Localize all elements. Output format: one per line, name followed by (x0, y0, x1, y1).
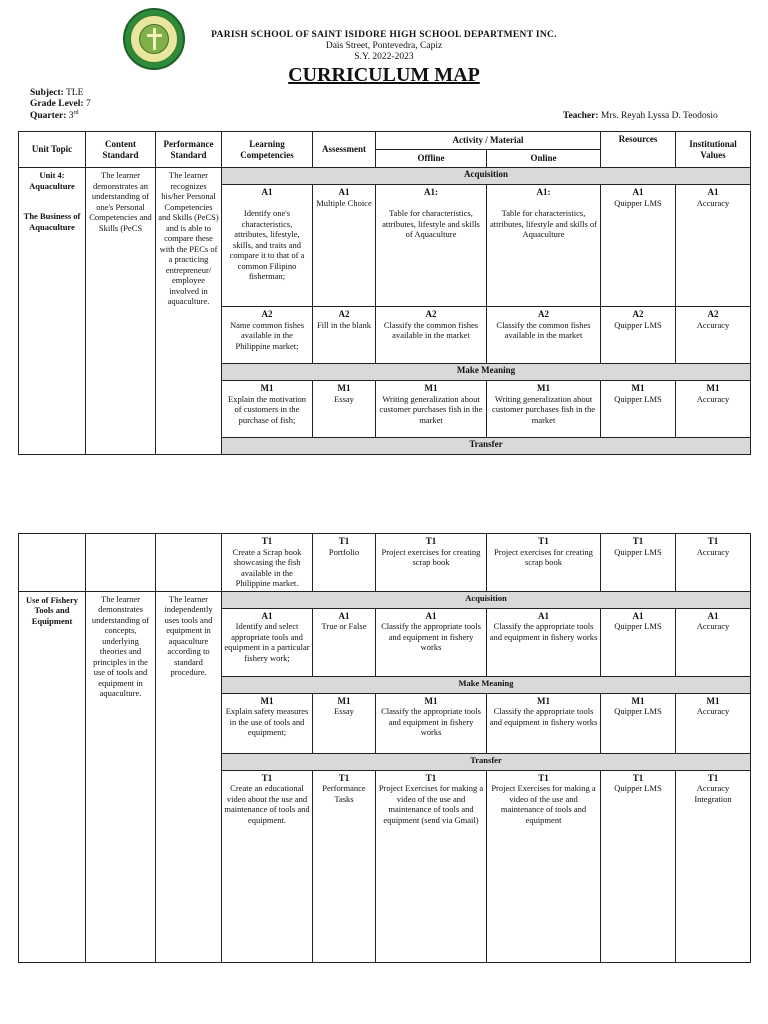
assessment-code: A1 (338, 187, 350, 197)
school-year: S.Y. 2022-2023 (354, 52, 414, 62)
offline-code: T1 (425, 536, 437, 546)
online-text: Table for characteristics, attributes, lifestyle and skills of Aquaculture (490, 208, 597, 239)
offline-code: A1 (425, 610, 437, 621)
competency-code: A1 (261, 187, 273, 197)
content-standard-cell: The learner demonstrates understanding of concepts, underlying theories and principles in the use of tools and equipment in aquaculture. (86, 591, 156, 962)
online-code: T1 (538, 772, 549, 783)
online-text: Project exercises for creating scrap book (494, 546, 593, 567)
values-text: Accuracy (696, 783, 730, 793)
resources-text: Quipper LMS (614, 706, 662, 716)
col-offline: Offline (376, 150, 487, 168)
competency-text: Create a Scrap book showcasing the fish available in the Philippine market. (232, 546, 302, 588)
online-text: Project Exercises for making a video of the use and maintenance of tools and equipment (491, 783, 596, 825)
assessment-code: A1 (338, 610, 350, 621)
assessment-text: True or False (321, 621, 367, 631)
band-acquisition: Acquisition (222, 591, 751, 608)
values-text-2: Integration (694, 793, 732, 804)
values-code: T1 (707, 536, 719, 546)
competency-code: T1 (261, 536, 273, 546)
resources-text: Quipper LMS (614, 319, 662, 330)
values-text: Accuracy (696, 621, 730, 631)
online-text: Writing generalization about customer purchases fish in the market (492, 393, 595, 425)
unit-label: Unit 4: Aquaculture (29, 170, 75, 191)
subject-line (30, 88, 83, 98)
grade-value: 7 (85, 99, 91, 109)
unit-topic-cell: Use of Fishery Tools and Equipment (19, 591, 86, 962)
assessment-code: A2 (338, 309, 350, 319)
values-text: Accuracy (696, 706, 730, 716)
online-code: A1 (538, 610, 549, 621)
assessment-code: T1 (338, 772, 350, 783)
competency-code: M1 (260, 695, 274, 706)
school-address: Dais Street, Pontevedra, Capiz (325, 41, 443, 51)
band-make-meaning: Make Meaning (222, 676, 751, 693)
unit-topic: The Business of Aquaculture (23, 211, 81, 232)
values-text: Accuracy (696, 546, 730, 557)
band-transfer: Transfer (222, 438, 751, 455)
assessment-text: Multiple Choice (316, 197, 372, 208)
online-code: A1: (536, 187, 551, 197)
col-performance-standard: Performance Standard (156, 132, 222, 168)
values-text: Accuracy (696, 319, 730, 330)
teacher-name: Mrs. Reyah Lyssa D. Teodosio (600, 111, 718, 121)
teacher-label: Teacher: (563, 111, 599, 121)
col-resources: Resources (601, 132, 676, 168)
competency-code: T1 (261, 772, 273, 783)
subject-value: TLE (66, 88, 84, 98)
offline-text: Table for characteristics, attributes, lifestyle and skills of Aquaculture (382, 208, 480, 239)
values-text: Accuracy (696, 393, 730, 404)
offline-code: T1 (425, 772, 437, 783)
resources-code: A2 (632, 309, 644, 319)
assessment-code: M1 (337, 695, 351, 706)
offline-text: Classify the appropriate tools and equipment in fishery works (381, 706, 481, 737)
col-unit-topic: Unit Topic (19, 132, 86, 168)
values-code: A2 (707, 309, 719, 319)
curriculum-table-1 (18, 131, 751, 455)
competency-text: Name common fishes available in the Philippine market; (229, 319, 305, 351)
band-transfer: Transfer (222, 753, 751, 770)
unit-topic-cell (19, 168, 86, 455)
values-code: A1 (707, 610, 719, 621)
resources-text: Quipper LMS (614, 546, 662, 557)
competency-text: Create an educational video about the use and maintenance of tools and equipment. (224, 783, 310, 825)
offline-code: M1 (424, 695, 438, 706)
competency-code: A1 (261, 610, 273, 621)
resources-text: Quipper LMS (614, 621, 662, 631)
col-institutional-values: Institutional Values (676, 132, 751, 168)
resources-code: T1 (632, 772, 644, 783)
competency-text: Identify and select appropriate tools and equipment in a particular fishery work; (224, 621, 310, 663)
band-acquisition: Acquisition (222, 168, 751, 185)
assessment-text: Performance Tasks (322, 783, 366, 804)
online-text: Classify the appropriate tools and equipment in fishery works (489, 621, 598, 642)
resources-code: M1 (631, 383, 645, 393)
col-learning-competencies: Learning Competencies (222, 132, 313, 168)
teacher-line (563, 111, 718, 121)
resources-code: M1 (631, 695, 645, 706)
curriculum-table-2 (18, 533, 751, 963)
assessment-text: Essay (334, 393, 354, 404)
resources-text: Quipper LMS (614, 393, 662, 404)
competency-text: Identify one's characteristics, attributes, lifestyle, skills, and traits and compare it to that of a common Filipino fisherman; (229, 208, 305, 281)
quarter-line (30, 110, 79, 121)
offline-text: Classify the common fishes available in the market (383, 319, 479, 340)
performance-standard-cell: The learner independently uses tools and equipment in aquaculture according to standard procedure. (156, 591, 222, 962)
band-make-meaning: Make Meaning (222, 364, 751, 381)
online-text: Classify the appropriate tools and equipment in fishery works (489, 706, 598, 727)
offline-text: Project Exercises for making a video of the use and maintenance of tools and equipment (send via Gmail) (378, 783, 484, 825)
competency-text: Explain safety measures in the use of tools and equipment; (225, 706, 309, 737)
table-row (19, 534, 751, 592)
values-code: T1 (707, 772, 719, 783)
resources-code: A1 (632, 610, 644, 621)
assessment-code: T1 (338, 536, 350, 546)
values-code: M1 (706, 695, 720, 706)
offline-text: Classify the appropriate tools and equipment in fishery works (381, 621, 481, 652)
values-code: A1 (707, 187, 719, 197)
grade-line (30, 99, 91, 109)
performance-standard-cell: The learner recognizes his/her Personal Competencies and Skills (PeCS) and is able to compare these with the PECs of a practicing entrepreneur/ employee involved in aquaculture. (156, 168, 222, 455)
quarter-label: Quarter: (30, 111, 67, 122)
col-activity-material: Activity / Material (376, 132, 601, 150)
col-assessment: Assessment (313, 132, 376, 168)
assessment-text: Portfolio (328, 546, 360, 557)
offline-text: Project exercises for creating scrap book (381, 546, 481, 567)
offline-code: M1 (424, 383, 438, 393)
online-code: M1 (537, 383, 550, 393)
quarter-suffix: rd (73, 110, 79, 116)
competency-code: A2 (261, 309, 273, 319)
online-code: M1 (537, 695, 550, 706)
values-text: Accuracy (696, 197, 730, 208)
resources-code: T1 (632, 536, 644, 546)
resources-text: Quipper LMS (614, 783, 662, 793)
competency-code: M1 (260, 383, 274, 393)
assessment-text: Fill in the blank (316, 319, 372, 330)
quarter-value: 3 (68, 111, 74, 122)
col-content-standard: Content Standard (86, 132, 156, 168)
resources-code: A1 (632, 187, 644, 197)
col-online: Online (487, 150, 601, 168)
values-code: M1 (706, 383, 720, 393)
content-standard-cell: The learner demonstrates an understanding of one's Personal Competencies and Skills (PeCS (86, 168, 156, 455)
offline-code: A2 (425, 309, 437, 319)
subject-label: Subject: (30, 88, 64, 98)
offline-code: A1: (424, 187, 438, 197)
offline-text: Writing generalization about customer purchases fish in the market (379, 393, 483, 425)
online-code: A2 (538, 309, 549, 319)
assessment-text: Essay (334, 706, 354, 716)
resources-text: Quipper LMS (614, 197, 662, 208)
page-title: CURRICULUM MAP (288, 64, 480, 86)
school-name: PARISH SCHOOL OF SAINT ISIDORE HIGH SCHOOL DEPARTMENT INC. (211, 30, 557, 40)
competency-text: Explain the motivation of customers in the purchase of fish; (228, 393, 306, 425)
grade-label: Grade Level: (30, 99, 84, 109)
online-text: Classify the common fishes available in the market (496, 319, 591, 340)
online-code: T1 (538, 536, 549, 546)
assessment-code: M1 (337, 383, 351, 393)
